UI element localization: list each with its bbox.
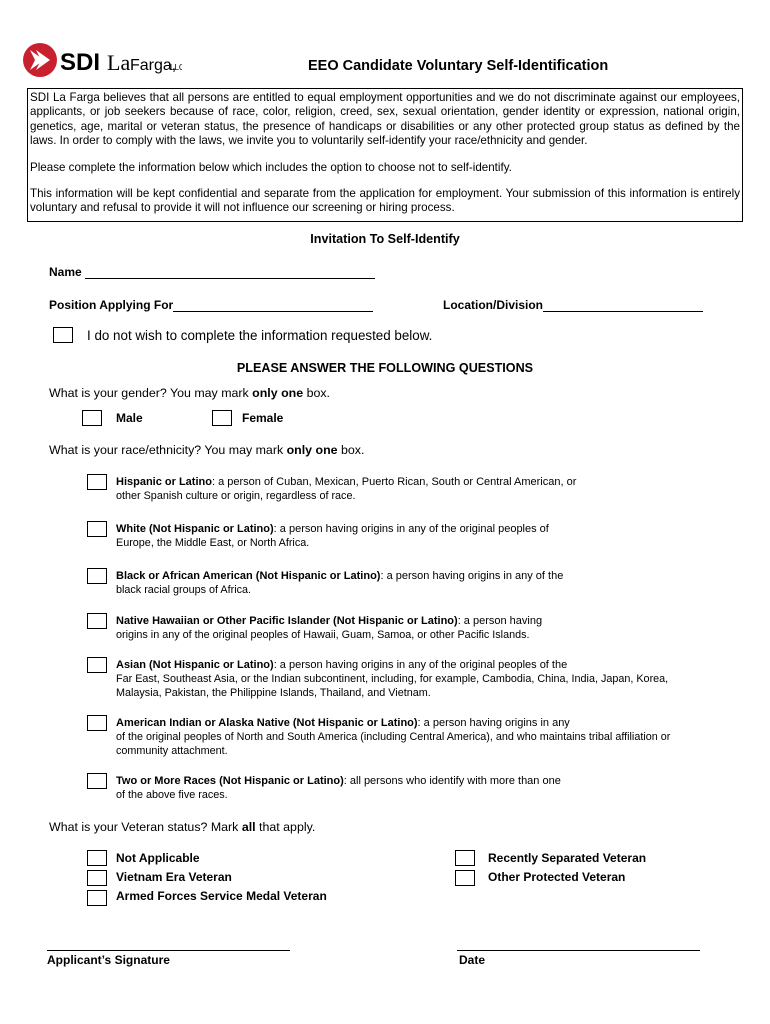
intro-statement-box [27,88,743,222]
veteran-recently-separated-label: Recently Separated Veteran [488,851,647,865]
invitation-heading: Invitation To Self-Identify [310,232,460,246]
race-pacific-islander-option: Native Hawaiian or Other Pacific Islander (Not Hispanic or Latino): a person having origins in any of the original peoples of Hawaii, Guam, Samoa, or other Pacific Islands. [116,615,543,641]
signature-line[interactable] [47,950,290,951]
name-field [49,265,375,279]
veteran-vietnam-era-label: Vietnam Era Veteran [116,870,232,884]
intro-paragraph-3: This information will be kept confidential and separate from the application for employment. Your submission of this information is entirely voluntary and refusal to provide it will not influence our screening or hiring process. [30,187,740,215]
position-field [49,298,373,312]
gender-male-label: Male [116,411,143,425]
name-input-line[interactable] [85,266,375,279]
race-black-option: Black or African American (Not Hispanic or Latino): a person having origins in any of the black racial groups of Africa. [116,570,564,596]
decline-checkbox[interactable] [53,327,73,343]
location-input-line[interactable] [543,299,703,312]
gender-question: What is your gender? You may mark only one box. [49,386,330,400]
gender-female-label: Female [242,411,284,425]
position-input-line[interactable] [173,299,373,312]
name-label: Name [49,265,82,279]
veteran-armed-forces-medal-checkbox[interactable] [87,890,107,906]
veteran-question: What is your Veteran status? Mark all that apply. [49,820,316,834]
svg-text:LLC.: LLC [170,63,182,72]
svg-text:SDI: SDI [60,49,101,76]
veteran-recently-separated-checkbox[interactable] [455,850,475,866]
svg-text:La: La [107,50,131,75]
questions-heading: PLEASE ANSWER THE FOLLOWING QUESTIONS [236,361,534,375]
location-label: Location/Division [443,298,544,312]
intro-paragraph-1: SDI La Farga believes that all persons are entitled to equal employment opportunities and we do not discriminate against our employees, applicants, or job seekers because of race, color, religion, creed, sex, sexual orientation, gender identity or expression, national origin, genetics, age, marital or veteran status, the presence of handicaps or disabilities or any other protected group status as defined by the laws. In order to comply with the laws, we invite you to voluntarily self-identify your race/ethnicity and gender. [30,91,740,148]
date-line[interactable] [457,950,700,951]
decline-label: I do not wish to complete the information requested below. [87,328,433,343]
veteran-vietnam-era-checkbox[interactable] [87,870,107,886]
document-title: EEO Candidate Voluntary Self-Identification [308,58,609,74]
veteran-not-applicable-label: Not Applicable [116,851,200,865]
race-american-indian-option: American Indian or Alaska Native (Not Hispanic or Latino): a person having origins in any of the original peoples of North and South America (including Central America), and who maintains tribal affiliation or community attachment. [116,717,671,757]
race-two-or-more-checkbox[interactable] [87,773,107,789]
veteran-other-protected-checkbox[interactable] [455,870,475,886]
race-black-checkbox[interactable] [87,568,107,584]
race-white-option: White (Not Hispanic or Latino): a person having origins in any of the original peoples of Europe, the Middle East, or North Africa. [116,523,549,549]
race-question: What is your race/ethnicity? You may mark only one box. [49,443,365,457]
race-two-or-more-option: Two or More Races (Not Hispanic or Latino): all persons who identify with more than one of the above five races. [116,775,561,801]
gender-female-checkbox[interactable] [212,410,232,426]
date-label: Date [459,953,486,967]
race-asian-checkbox[interactable] [87,657,107,673]
gender-male-checkbox[interactable] [82,410,102,426]
race-hispanic-checkbox[interactable] [87,474,107,490]
signature-label: Applicant’s Signature [47,953,170,967]
veteran-armed-forces-medal-label: Armed Forces Service Medal Veteran [116,889,327,903]
race-hispanic-option: Hispanic or Latino: a person of Cuban, Mexican, Puerto Rican, South or Central American, or other Spanish culture or origin, regardless of race. [116,476,577,502]
race-asian-option: Asian (Not Hispanic or Latino): a person having origins in any of the original peoples of the Far East, Southeast Asia, or the Indian subcontinent, including, for example, Cambodia, China, India, Japan, Korea, Malaysia, Pakistan, the Philippine Islands, Thailand, and Vietnam. [116,659,669,699]
svg-text:Farga,: Farga, [130,57,177,74]
race-american-indian-checkbox[interactable] [87,715,107,731]
position-label: Position Applying For [49,298,174,312]
veteran-other-protected-label: Other Protected Veteran [488,870,626,884]
veteran-not-applicable-checkbox[interactable] [87,850,107,866]
location-field [443,298,703,312]
intro-paragraph-2: Please complete the information below which includes the option to choose not to self-identify. [30,160,512,174]
race-white-checkbox[interactable] [87,521,107,537]
race-pacific-islander-checkbox[interactable] [87,613,107,629]
